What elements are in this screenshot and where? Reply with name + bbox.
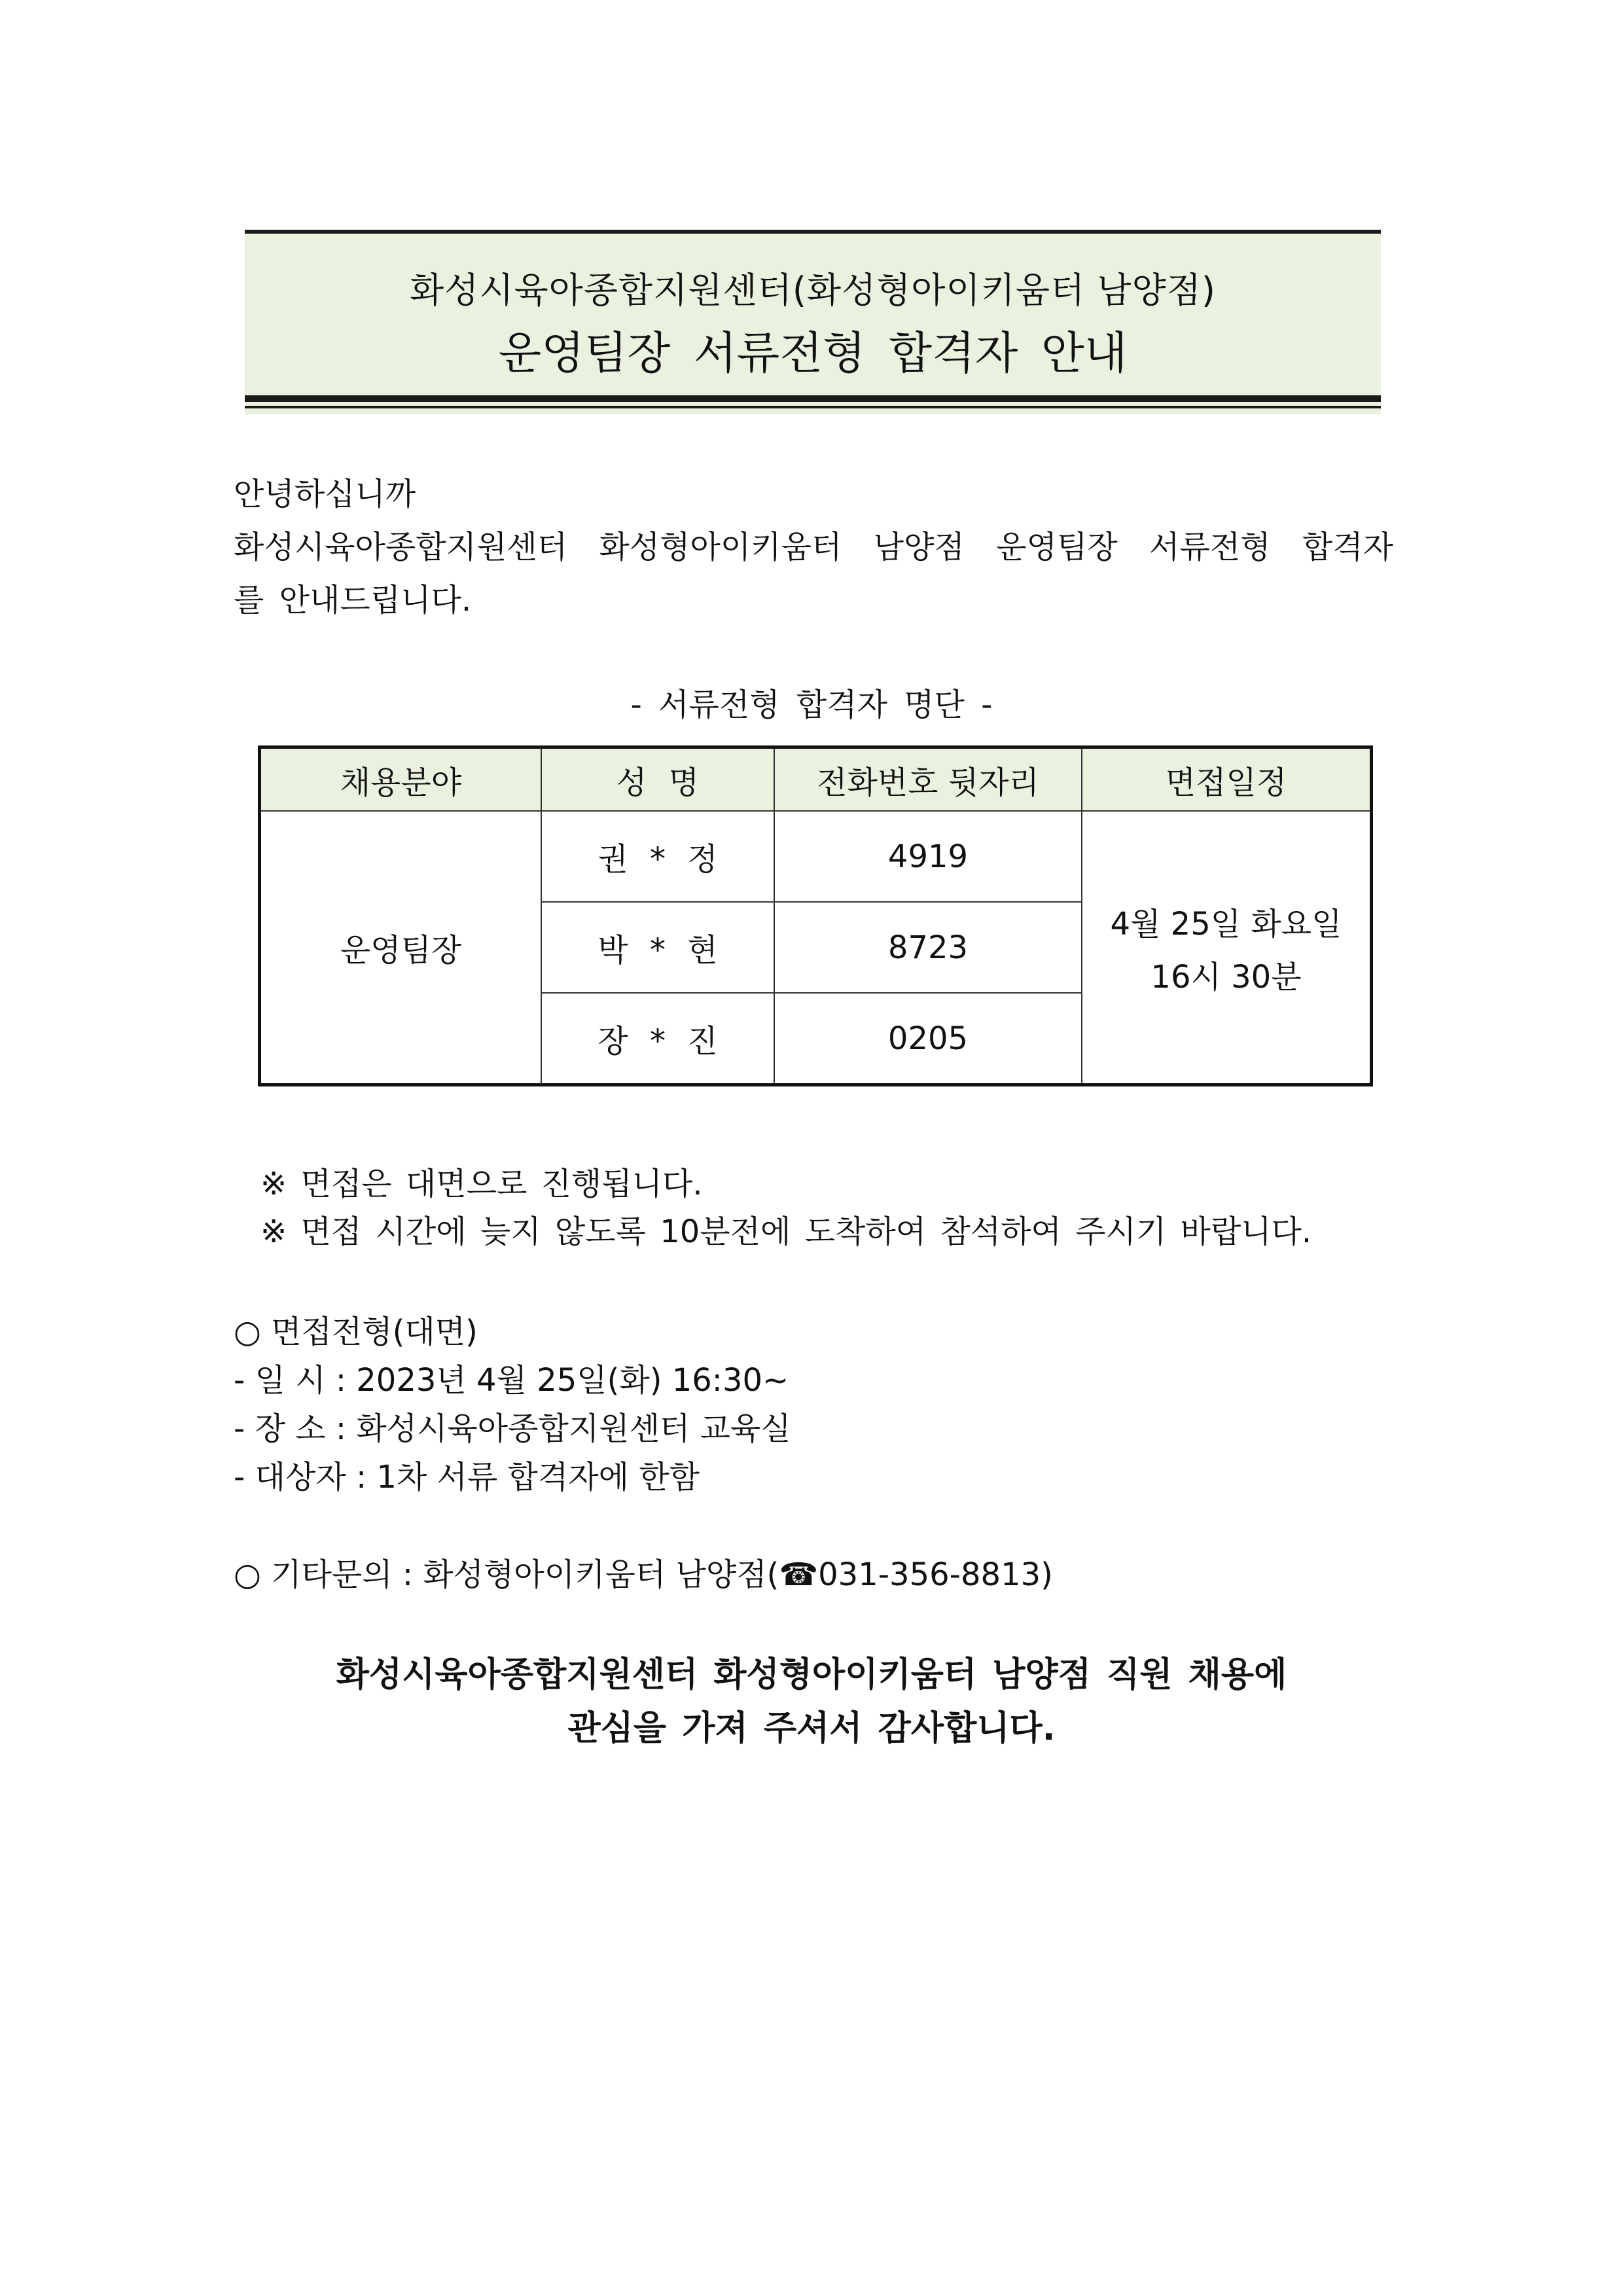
header-phone: 전화번호 뒷자리: [774, 747, 1082, 812]
contact-info: ○ 기타문의 : 화성형아이키움터 남양점(☎031-356-8813): [234, 1556, 1053, 1593]
interview-location: - 장 소 : 화성시육아종합지원센터 교육실: [234, 1410, 791, 1447]
schedule-time: 16시 30분: [1150, 958, 1302, 996]
title-box: [245, 230, 1381, 414]
table-row: [260, 811, 1372, 902]
closing-line-2: 관심을 가져 주셔서 감사합니다.: [567, 1709, 1056, 1748]
note-arrival: ※ 면접 시간에 늦지 않도록 10분전에 도착하여 참석하여 주시기 바랍니다.: [260, 1213, 1312, 1250]
intro-line-1: 화성시육아종합지원센터 화성형아이키움터 남양점 운영팀장 서류전형 합격자: [234, 529, 1393, 565]
field-cell: 운영팀장: [260, 811, 542, 1085]
list-title: - 서류전형 합격자 명단 -: [630, 687, 993, 723]
interview-target: - 대상자 : 1차 서류 합격자에 한함: [234, 1459, 700, 1496]
title-bottom-rule: [245, 395, 1381, 402]
header-name: 성 명: [541, 747, 774, 812]
name-cell: 박 * 현: [541, 902, 774, 993]
header-field: 채용분야: [260, 747, 542, 812]
note-interview-format: ※ 면접은 대면으로 진행됩니다.: [260, 1166, 703, 1202]
header-schedule: 면접일정: [1082, 747, 1372, 812]
title-organization: 화성시육아종합지원센터(화성형아이키움터 남양점): [410, 270, 1216, 311]
phone-cell: 0205: [774, 993, 1082, 1085]
title-top-rule: [245, 230, 1381, 234]
greeting: 안녕하십니까: [234, 476, 416, 512]
interview-heading: ○ 면접전형(대면): [234, 1314, 478, 1350]
schedule-date: 4월 25일 화요일: [1110, 905, 1342, 942]
title-bottom-rule-thin: [245, 406, 1381, 408]
intro-line-2: 를 안내드립니다.: [234, 582, 472, 619]
result-table: [258, 745, 1373, 1086]
phone-cell: 4919: [774, 811, 1082, 902]
interview-datetime: - 일 시 : 2023년 4월 25일(화) 16:30~: [234, 1362, 789, 1399]
name-cell: 장 * 진: [541, 993, 774, 1085]
name-cell: 권 * 정: [541, 811, 774, 902]
closing-line-1: 화성시육아종합지원센터 화성형아이키움터 남양점 직원 채용에: [336, 1655, 1287, 1695]
table-header-row: [260, 747, 1372, 812]
phone-cell: 8723: [774, 902, 1082, 993]
page-title: 운영팀장 서류전형 합격자 안내: [498, 328, 1128, 380]
schedule-cell: [1082, 811, 1372, 1085]
